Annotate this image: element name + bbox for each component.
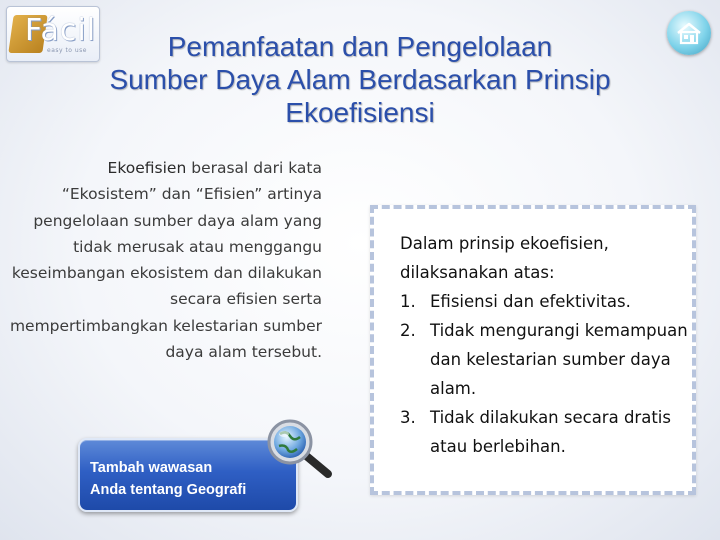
list-item-text: Tidak mengurangi kemampuan dan kelestarian sumber daya alam.	[430, 321, 688, 398]
principles-list	[400, 287, 690, 461]
magnifier-globe-icon	[262, 418, 334, 480]
title-line-3: Ekoefisiensi	[285, 97, 435, 128]
list-item	[400, 287, 690, 316]
list-item	[400, 316, 690, 403]
definition-paragraph	[8, 155, 322, 365]
list-item-number: 3.	[400, 408, 416, 427]
page-title	[20, 30, 700, 129]
list-item	[400, 403, 690, 461]
principles-panel	[370, 205, 696, 495]
definition-text: berasal dari kata “Ekosistem” dan “Efisien” artinya pengelolaan sumber daya alam yang tidak merusak atau menggangu keseimbangan ekosistem dan dilakukan secara efisien serta mempertimbangkan kelestarian sumber daya alam tersebut.	[9, 159, 322, 362]
title-line-1: Pemanfaatan dan Pengelolaan	[167, 31, 553, 62]
list-item-number: 1.	[400, 292, 416, 311]
list-item-text: Efisiensi dan efektivitas.	[430, 292, 631, 311]
list-item-text: Tidak dilakukan secara dratis atau berlebihan.	[430, 408, 671, 456]
list-item-number: 2.	[400, 321, 416, 340]
callout-line-2: Anda tentang Geografi	[90, 482, 247, 498]
principles-intro: Dalam prinsip ekoefisien, dilaksanakan atas:	[400, 234, 609, 282]
logo-tagline: easy to use	[47, 47, 88, 54]
callout-line-1: Tambah wawasan	[90, 460, 213, 476]
title-line-2: Sumber Daya Alam Berdasarkan Prinsip	[109, 64, 611, 95]
logo-word: Fácil	[25, 13, 97, 48]
definition-term: Ekoefisien	[107, 159, 187, 177]
